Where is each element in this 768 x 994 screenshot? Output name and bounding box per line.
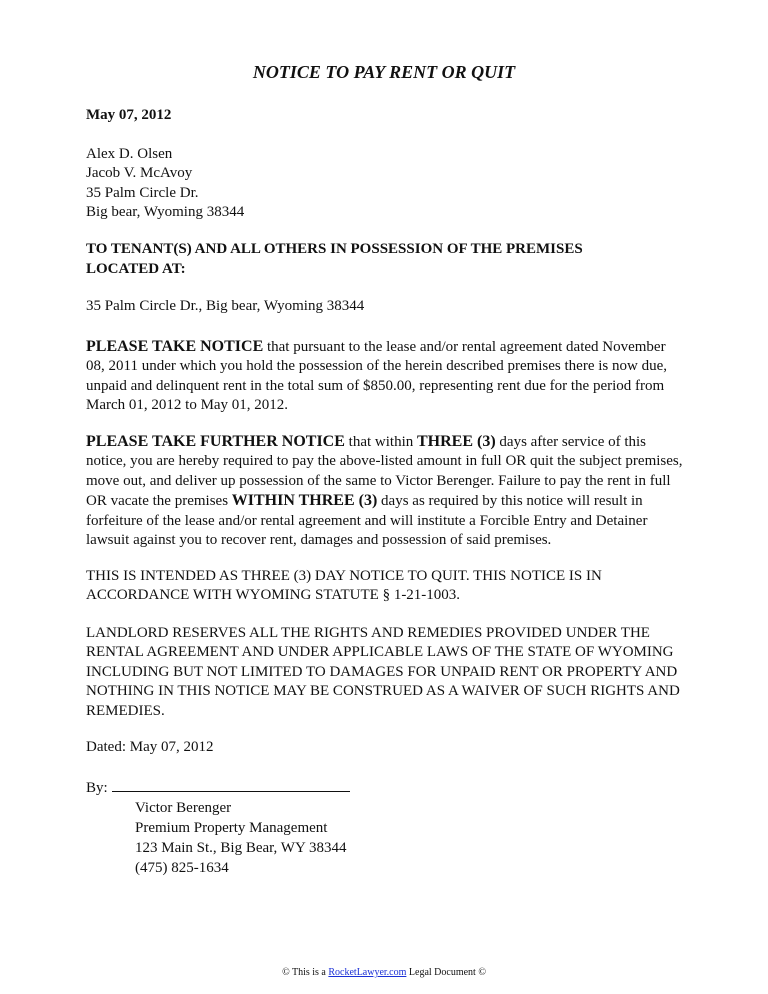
tenant-address-block (86, 145, 244, 222)
notice-lead: PLEASE TAKE NOTICE (86, 338, 264, 355)
signer-name: Victor Berenger (135, 800, 232, 816)
footer-suffix: Legal Document © (406, 967, 486, 978)
tenant-name: Jacob V. McAvoy (86, 165, 193, 182)
statute-paragraph: THIS IS INTENDED AS THREE (3) DAY NOTICE TO QUIT. THIS NOTICE IS IN ACCORDANCE WITH WYOMING STATUTE § 1-21-1003. (86, 568, 602, 604)
notice-date: May 07, 2012 (86, 107, 172, 123)
notice-paragraph (86, 337, 686, 416)
signer-block (135, 798, 346, 878)
further-notice-lead: PLEASE TAKE FURTHER NOTICE (86, 433, 345, 450)
three-days-emphasis: THREE (3) (416, 433, 496, 450)
signer-phone: (475) 825-1634 (135, 860, 229, 876)
further-notice-paragraph (86, 432, 686, 550)
tenant-city: Big bear, Wyoming 38344 (86, 203, 245, 220)
by-label: By: (86, 780, 108, 796)
signature-blank (112, 778, 350, 792)
rights-paragraph: LANDLORD RESERVES ALL THE RIGHTS AND REMEDIES PROVIDED UNDER THE RENTAL AGREEMENT AND UNDER APPLICABLE LAWS OF THE STATE OF WYOMING INCLUDING BUT NOT LIMITED TO DAMAGES FOR UNPAID RENT OR PROPERTY AND NOTHING IN THIS NOTICE MAY BE CONSTRUED AS A WAIVER OF SUCH RIGHTS AND REMEDIES. (86, 625, 680, 719)
notice-text: that pursuant to the lease and/or rental agreement dated November 08, 2011 under which you hold the possession of the herein described premises there is now due, unpaid and delinquent rent in the total sum of $850.00, representing rent due for the period from March 01, 2012 to May 01, 2012. (86, 339, 667, 414)
dated-line: Dated: May 07, 2012 (86, 739, 214, 755)
premises-address: 35 Palm Circle Dr., Big bear, Wyoming 38344 (86, 298, 365, 314)
further-notice-text: days after service of this notice, you are hereby required to pay the above-listed amount in full OR quit the subject premises, move out, and deliver up possession of the same to Victor Berenger. Failure to pay the rent in full OR vacate the premises (86, 434, 683, 510)
rocketlawyer-link[interactable]: RocketLawyer.com (328, 967, 407, 978)
signer-address: 123 Main St., Big Bear, WY 38344 (135, 840, 347, 856)
premises-heading: TO TENANT(S) AND ALL OTHERS IN POSSESSION OF THE PREMISES LOCATED AT: (86, 241, 583, 277)
further-notice-text: days as required by this notice will result in forfeiture of the lease and/or rental agreement and will institute a Forcible Entry and Detainer lawsuit against you to recover rent, damages and possession of said premises. (86, 493, 648, 549)
further-notice-text: that within (344, 434, 417, 450)
signer-company: Premium Property Management (135, 820, 328, 836)
document-title: NOTICE TO PAY RENT OR QUIT (252, 62, 516, 82)
tenant-street: 35 Palm Circle Dr. (86, 184, 199, 201)
page-footer (0, 967, 768, 978)
tenant-name: Alex D. Olsen (86, 146, 173, 162)
within-three-emphasis: WITHIN THREE (3) (231, 492, 378, 510)
signature-line (86, 778, 350, 797)
footer-prefix: © This is a (282, 967, 329, 978)
